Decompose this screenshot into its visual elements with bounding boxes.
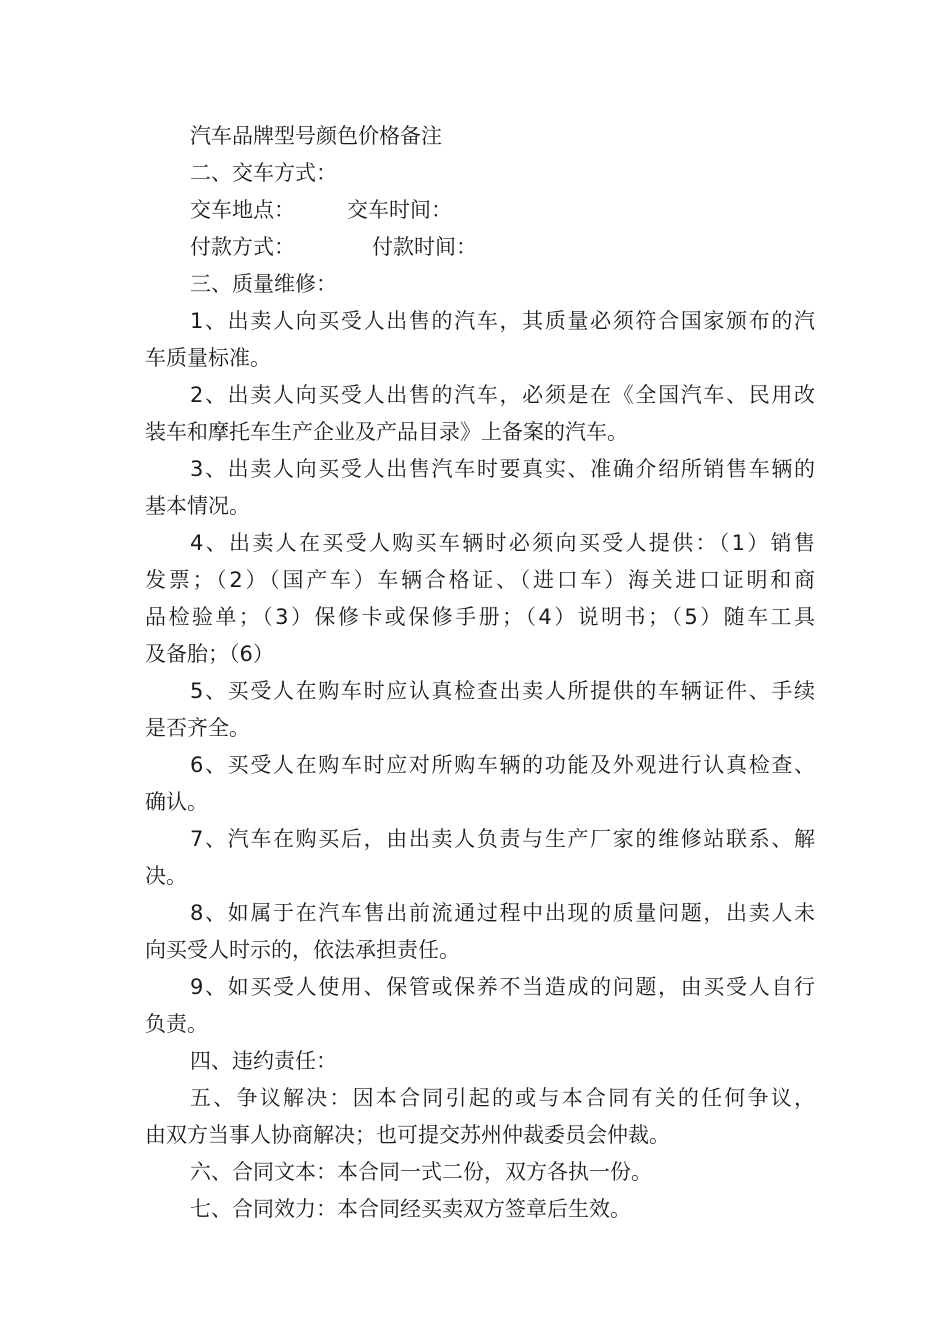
quality-clause-line: 3、出卖人向买受人出售汽车时要真实、准确介绍所销售车辆的 [190, 457, 815, 481]
quality-clause-line: 5、买受人在购车时应认真检查出卖人所提供的车辆证件、手续 [190, 679, 815, 703]
contract-effect-clause: 七、合同效力：本合同经买卖双方签章后生效。 [190, 1197, 631, 1221]
quality-clause-line: 装车和摩托车生产企业及产品目录》上备案的汽车。 [145, 420, 628, 444]
section-heading-quality: 三、质量维修： [190, 272, 337, 296]
delivery-time-label: 交车时间： [347, 198, 452, 222]
dispute-clause-line: 由双方当事人协商解决；也可提交苏州仲裁委员会仲裁。 [145, 1123, 670, 1147]
dispute-clause-line: 五、争议解决：因本合同引起的或与本合同有关的任何争议， [190, 1086, 815, 1110]
quality-clause-line: 4、出卖人在买受人购买车辆时必须向买受人提供：（1）销售 [190, 531, 815, 555]
vehicle-table-header: 汽车品牌型号颜色价格备注 [190, 124, 442, 148]
payment-time-label: 付款时间： [372, 235, 477, 259]
quality-clause-line: 是否齐全。 [145, 716, 250, 740]
quality-clause-line: 6、买受人在购车时应对所购车辆的功能及外观进行认真检查、 [190, 753, 815, 777]
section-heading-breach: 四、违约责任： [190, 1049, 337, 1073]
payment-fields-row [190, 229, 815, 266]
section-heading-delivery: 二、交车方式： [190, 161, 337, 185]
quality-clause-line: 及备胎；（6） [145, 642, 274, 666]
contract-copies-clause: 六、合同文本：本合同一式二份，双方各执一份。 [190, 1160, 652, 1184]
quality-clause-line: 品检验单；（3）保修卡或保修手册；（4）说明书；（5）随车工具 [145, 605, 815, 629]
quality-clause-line: 负责。 [145, 1012, 208, 1036]
quality-clause-line: 9、如买受人使用、保管或保养不当造成的问题，由买受人自行 [190, 975, 815, 999]
quality-clause-line: 7、汽车在购买后，由出卖人负责与生产厂家的维修站联系、解 [190, 827, 815, 851]
quality-clause-line: 1、出卖人向买受人出售的汽车，其质量必须符合国家颁布的汽 [190, 309, 815, 333]
quality-clause-line: 基本情况。 [145, 494, 250, 518]
payment-method-label: 付款方式： [190, 235, 295, 259]
quality-clause-line: 2、出卖人向买受人出售的汽车，必须是在《全国汽车、民用改 [190, 383, 815, 407]
quality-clause-line: 发票；（2）（国产车）车辆合格证、（进口车）海关进口证明和商 [145, 568, 815, 592]
quality-clause-line: 确认。 [145, 790, 208, 814]
delivery-fields-row [190, 192, 815, 229]
quality-clause-line: 车质量标准。 [145, 346, 271, 370]
quality-clause-line: 向买受人时示的，依法承担责任。 [145, 938, 460, 962]
quality-clause-line: 决。 [145, 864, 187, 888]
quality-clause-line: 8、如属于在汽车售出前流通过程中出现的质量问题，出卖人未 [190, 901, 815, 925]
delivery-place-label: 交车地点： [190, 198, 295, 222]
